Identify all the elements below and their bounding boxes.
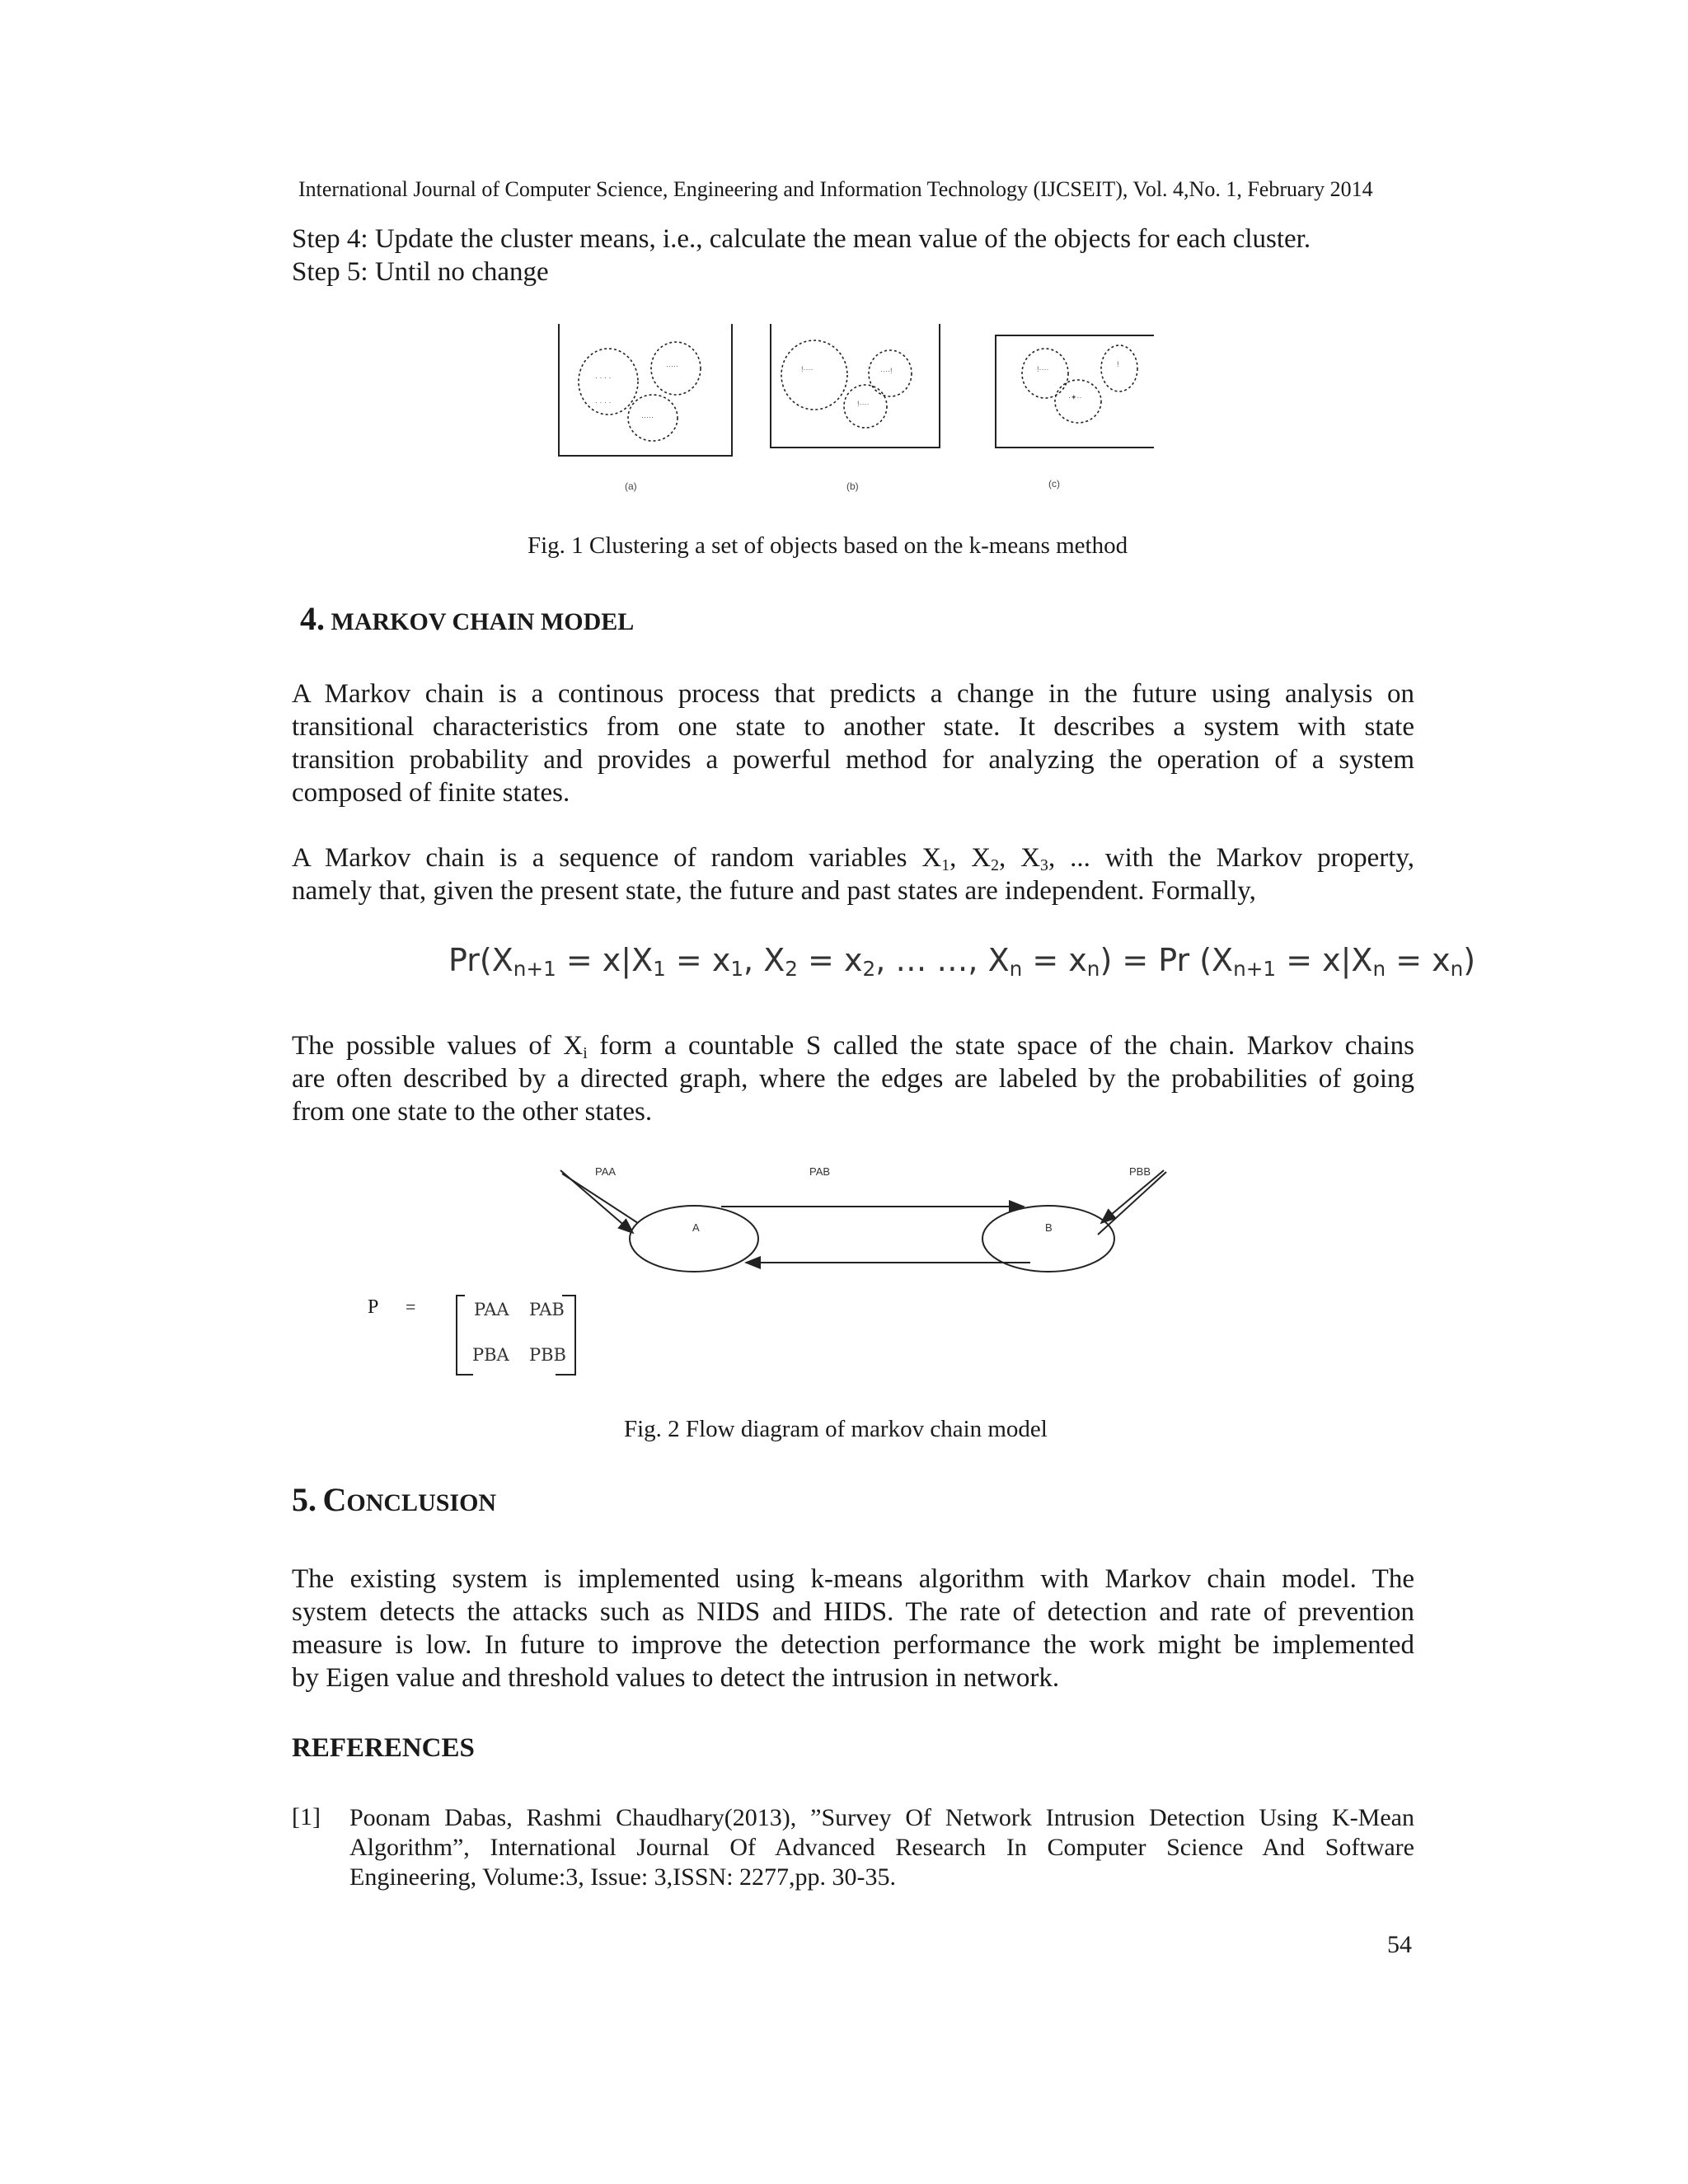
step-5-text: Step 5: Until no change xyxy=(292,257,549,287)
markov-paragraph-1 xyxy=(292,677,1414,809)
panel-b-label: (b) xyxy=(846,480,859,492)
section-4-number: 4. xyxy=(300,600,325,637)
reference-1-text xyxy=(349,1803,1414,1892)
label-paa: PAA xyxy=(595,1165,617,1178)
paragraph-line: transition probability and provides a powerful method for analyzing the operation of a system xyxy=(292,745,1414,775)
svg-text:·····: ····· xyxy=(641,413,654,421)
conclusion-paragraph xyxy=(292,1563,1414,1694)
paragraph-line: composed of finite states. xyxy=(292,778,570,808)
svg-text:····!: ····! xyxy=(880,367,893,375)
svg-text:· · · ·: · · · · xyxy=(595,398,612,406)
markov-flow-diagram xyxy=(544,1154,1187,1286)
kmeans-clustering-figure xyxy=(544,317,1154,503)
svg-text:· · · ·: · · · · xyxy=(595,373,612,382)
step-4-text: Step 4: Update the cluster means, i.e., calculate the mean value of the objects for each cluster. xyxy=(292,224,1311,254)
reference-1-number: [1] xyxy=(292,1803,321,1830)
paragraph-line: namely that, given the present state, the future and past states are independent. Formally, xyxy=(292,876,1256,906)
self-loop-b-in xyxy=(1101,1170,1164,1223)
panel-a-label: (a) xyxy=(625,480,637,492)
svg-text:!····: !···· xyxy=(857,400,870,408)
paragraph-line: A Markov chain is a continous process that predicts a change in the future using analysis on xyxy=(292,679,1414,709)
svg-text:!: ! xyxy=(1117,360,1119,368)
svg-text:·····: ····· xyxy=(666,362,678,370)
journal-header: International Journal of Computer Science, Engineering and Information Technology (IJCSEIT), Vol. 4,No. 1, February 2014 xyxy=(298,177,1373,201)
matrix-r2c1: PBA xyxy=(472,1345,509,1365)
state-a-node xyxy=(630,1206,758,1272)
label-pab: PAB xyxy=(809,1165,831,1178)
section-4-heading xyxy=(300,599,634,638)
markov-paragraph-2 xyxy=(292,841,1414,907)
page-number: 54 xyxy=(1387,1931,1412,1958)
reference-line: Algorithm”, International Journal Of Advanced Research In Computer Science And Software xyxy=(349,1834,1414,1861)
matrix-r1c1: PAA xyxy=(474,1300,509,1319)
section-5-title-initial: C xyxy=(322,1481,347,1518)
section-5-title-rest: ONCLUSION xyxy=(346,1489,497,1516)
paragraph-line: system detects the attacks such as NIDS and HIDS. The rate of detection and rate of prevention xyxy=(292,1597,1414,1627)
panel-c-label: (c) xyxy=(1048,478,1060,490)
section-5-number: 5. xyxy=(292,1481,316,1518)
paragraph-line: The possible values of $X_i$ form a countable S called the state space of the chain. Markov chains xyxy=(292,1031,1415,1062)
svg-text:!····: !···· xyxy=(1037,365,1049,373)
paragraph-line: from one state to the other states. xyxy=(292,1097,653,1127)
matrix-r1c2: PAB xyxy=(529,1300,565,1319)
svg-text:!····: !···· xyxy=(801,365,814,373)
matrix-symbol: P xyxy=(368,1296,379,1318)
panel-b-frame xyxy=(771,324,940,448)
paragraph-line: The existing system is implemented using k-means algorithm with Markov chain model. The xyxy=(292,1564,1414,1594)
paragraph-line: A Markov chain is a sequence of random variables $X_1$, $X_2$, $X_3$, ... with the Markov property, xyxy=(292,843,1414,874)
figure-2-caption: Fig. 2 Flow diagram of markov chain model xyxy=(624,1416,1048,1442)
node-a-label: A xyxy=(692,1221,700,1234)
section-5-heading xyxy=(292,1480,496,1519)
references-heading: REFERENCES xyxy=(292,1733,475,1763)
markov-paragraph-3 xyxy=(292,1029,1414,1128)
reference-line: Engineering, Volume:3, Issue: 3,ISSN: 2277,pp. 30-35. xyxy=(349,1863,897,1891)
paragraph-line: are often described by a directed graph, where the edges are labeled by the probabilities of going xyxy=(292,1064,1414,1094)
node-b-label: B xyxy=(1045,1221,1053,1234)
matrix-equals: = xyxy=(406,1296,416,1317)
panel-c-frame xyxy=(996,335,1154,448)
paragraph-line: by Eigen value and threshold values to detect the intrusion in network. xyxy=(292,1663,1060,1693)
markov-property-formula: $Pr(X_{n+1} = x|X_1 = x_1$, $X_2 = x_2$, … …, $X_n = x_n) = Pr$ $(X_{n+1} = x|X_n = x_n)$ xyxy=(448,942,1476,982)
paragraph-line: measure is low. In future to improve the detection performance the work might be implemented xyxy=(292,1630,1414,1660)
svg-text:·✦··: ·✦·· xyxy=(1068,393,1082,401)
reference-line: Poonam Dabas, Rashmi Chaudhary(2013), ”Survey Of Network Intrusion Detection Using K-Mean xyxy=(349,1804,1414,1831)
label-pbb: PBB xyxy=(1129,1165,1151,1178)
paragraph-line: transitional characteristics from one state to another state. It describes a system with state xyxy=(292,712,1414,742)
section-4-title: MARKOV CHAIN MODEL xyxy=(331,608,635,635)
self-loop-b-out xyxy=(1098,1172,1166,1235)
matrix-r2c2: PBB xyxy=(529,1345,566,1365)
self-loop-a-out xyxy=(562,1174,638,1223)
panel-a-frame xyxy=(559,324,732,456)
figure-1-caption: Fig. 1 Clustering a set of objects based on the k-means method xyxy=(528,532,1128,559)
